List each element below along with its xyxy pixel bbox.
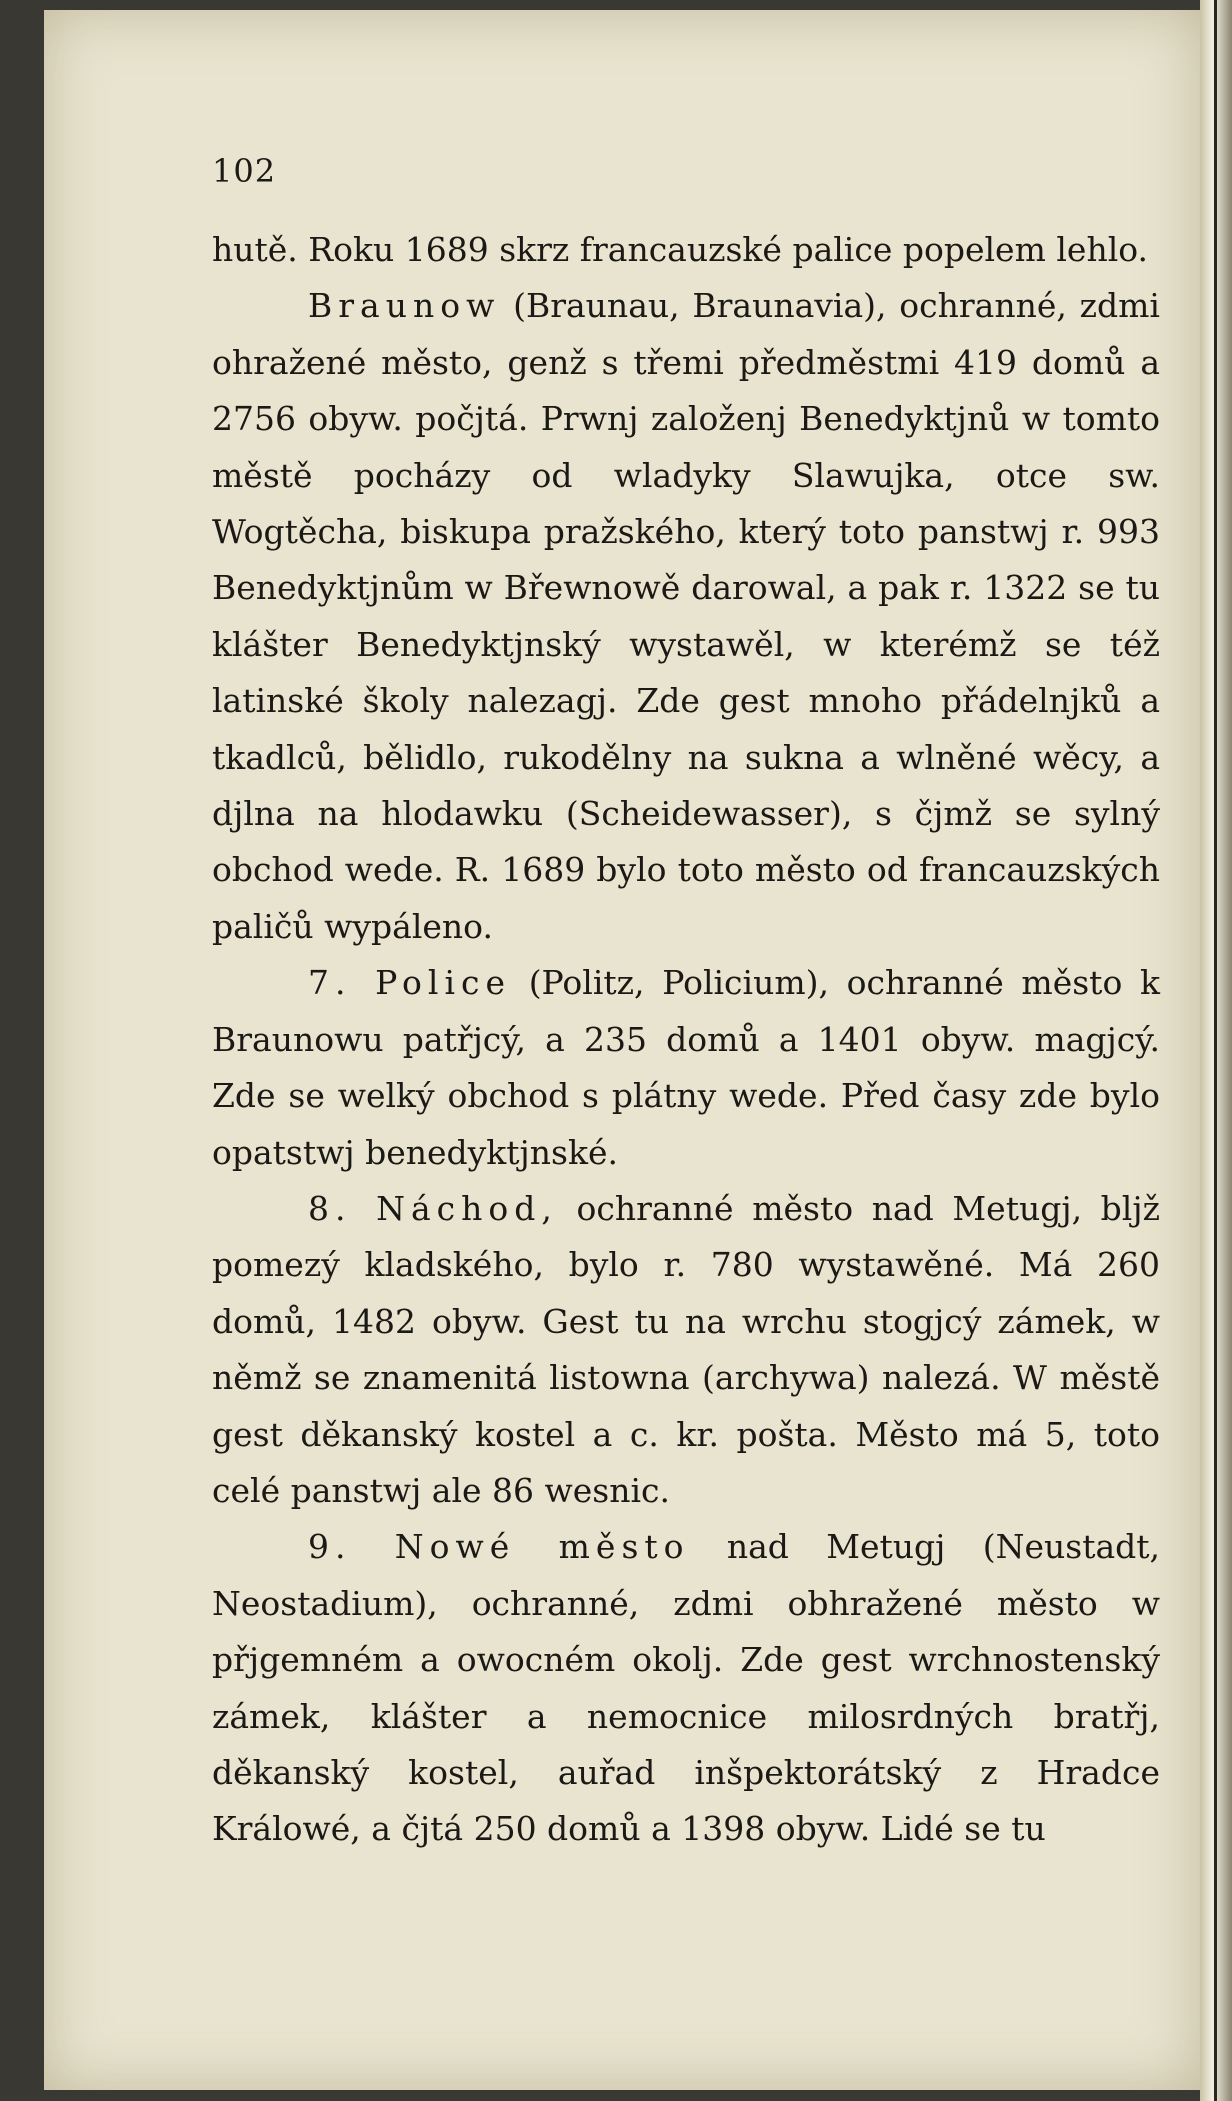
paragraph	[212, 278, 1160, 955]
paragraph-text: nad Metugj (Neustadt, Neostadium), ochranné, zdmi obhražené město w přjgemném a owocném okolj. Zde gest wrchnostenský zámek, klášter a nemocnice milosrdných bratřj, děkanský kostel, auřad inšpektorátský z Hradce Králowé, a čjtá 250 domů a 1398 obyw. Lidé se tu	[212, 1527, 1161, 1849]
paragraph-text: hutě. Roku 1689 skrz francauzské palice popelem lehlo.	[212, 230, 1149, 269]
entry-heading: 8. Náchod,	[308, 1188, 558, 1228]
page-text	[212, 222, 1160, 1858]
page-edge-line	[1214, 0, 1217, 2101]
paragraph	[212, 1519, 1160, 1857]
entry-heading: Braunow	[308, 286, 501, 326]
page-number: 102	[212, 152, 277, 190]
paragraph	[212, 222, 1160, 278]
paragraph	[212, 955, 1160, 1181]
paragraph-text: ochranné město nad Metugj, blјž pomezý kladského, bylo r. 780 wystawěné. Má 260 domů, 1482 obyw. Gest tu na wrchu stogjcý zámek, w němž se znamenitá listowna (archywa) nalezá. W městě gest děkanský kostel a c. kr. pošta. Město má 5, toto celé panstwj ale 86 wesnic.	[212, 1188, 1160, 1510]
paragraph	[212, 1181, 1160, 1519]
entry-heading: 7. Police	[308, 963, 512, 1003]
entry-heading: 9. Nowé město	[308, 1527, 690, 1567]
paragraph-text: (Politz, Policium), ochranné město k Braunowu patřjcý, a 235 domů a 1401 obyw. magjcý. Zde se welký obchod s plátny wede. Před časy zde bylo opatstwj benedyktjnské.	[212, 963, 1160, 1172]
paragraph-text: (Braunau, Braunavia), ochranné, zdmi ohražené město, genž s třemi předměstmi 419 domů a 2756 obyw. počjtá. Prwnj založenj Benedyktjnů w tomto městě pocházy od wladyky Slawujka, otce sw. Wogtěcha, biskupa pražského, který toto panstwj r. 993 Benedyktjnům w Břewnowě darowal, a pak r. 1322 se tu klášter Benedyktjnský wystawěl, w kterémž se též latinské školy nalezagj. Zde gest mnoho přádelnjků a tkadlců, bělidlo, rukodělny na sukna a wlněné wěcy, a djlna na hlodawku (Scheidewasser), s čjmž se sylný obchod wede. R. 1689 bylo toto město od francauzských paličů wypáleno.	[212, 286, 1160, 946]
